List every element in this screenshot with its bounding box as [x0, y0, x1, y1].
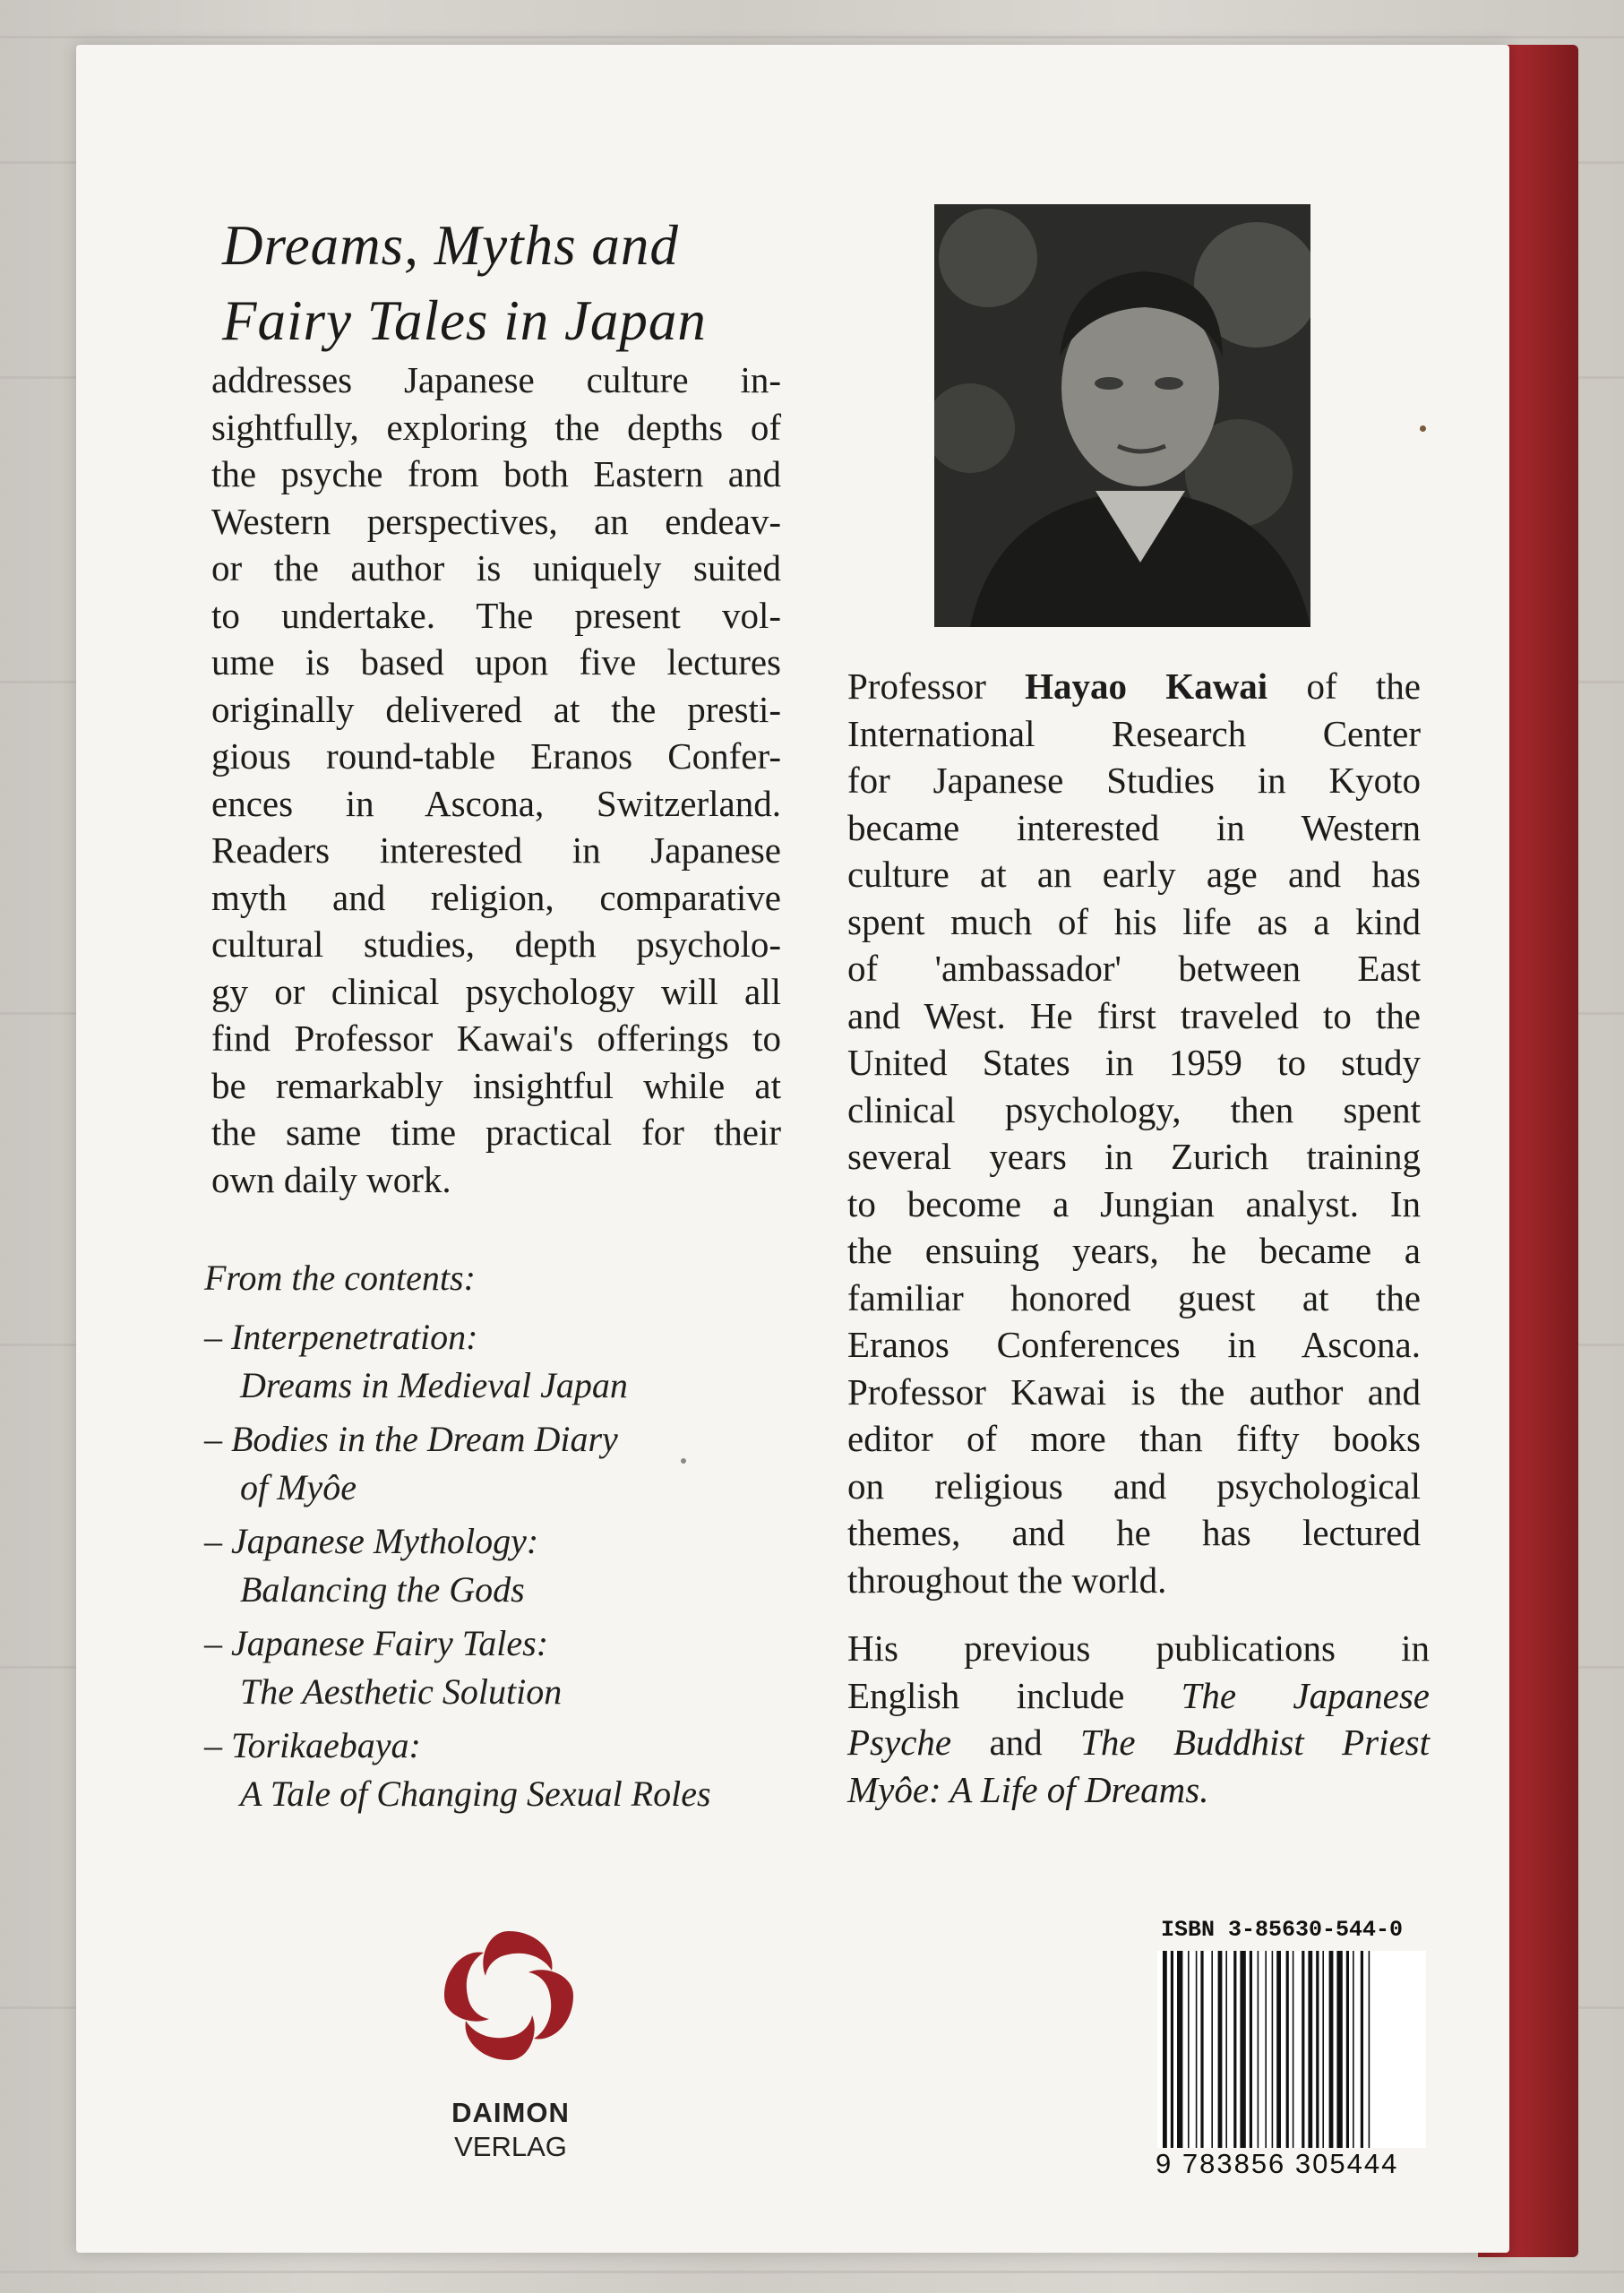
contents-item: [204, 1619, 795, 1716]
barcode-bar: [1302, 1951, 1304, 2148]
description-line: or the author is uniquely suited: [211, 547, 781, 588]
bio-line: on religious and psychological: [847, 1464, 1421, 1507]
contents-item: [204, 1313, 795, 1410]
title-line-1: Dreams, Myths and: [222, 214, 679, 277]
book-title-part: The Japanese: [1181, 1674, 1430, 1716]
barcode-bar: [1272, 1951, 1274, 2148]
publications-line: His previous publications in: [847, 1627, 1430, 1669]
bio-line: familiar honored guest at the: [847, 1276, 1421, 1318]
description-line: the psyche from both Eastern and: [211, 453, 781, 494]
description-line: sightfully, exploring the depths of: [211, 406, 781, 448]
barcode-bar: [1240, 1951, 1245, 2148]
barcode-bar: [1250, 1951, 1252, 2148]
description-line: to undertake. The present vol-: [211, 594, 781, 636]
book-title-part: The Buddhist Priest: [1080, 1722, 1431, 1763]
description-line: Readers interested in Japanese: [211, 829, 781, 871]
barcode-bar: [1225, 1951, 1227, 2148]
bio-line: Professor Kawai is the author and: [847, 1370, 1421, 1413]
barcode-digits: 9 783856 305444: [1156, 2148, 1442, 2180]
barcode-bar: [1293, 1951, 1294, 2148]
author-name: Hayao Kawai: [1025, 666, 1268, 707]
bio-line: for Japanese Studies in Kyoto: [847, 760, 1421, 801]
barcode-bar: [1196, 1951, 1198, 2148]
bio-line: International Research Center: [847, 712, 1421, 754]
description-line: ences in Ascona, Switzerland.: [211, 782, 781, 824]
barcode-bar: [1286, 1951, 1289, 2148]
publisher-name: [430, 2096, 591, 2164]
contents-item-subtitle: of Myôe: [240, 1467, 357, 1507]
contents-item-title: – Torikaebaya:: [204, 1725, 421, 1765]
contents-list: [204, 1254, 795, 1824]
barcode-bar: [1233, 1951, 1236, 2148]
publications-line: [847, 1672, 1430, 1720]
publisher-name-line-2: VERLAG: [454, 2131, 567, 2162]
barcode-bar: [1308, 1951, 1312, 2148]
author-portrait-illustration: [934, 204, 1310, 627]
publisher-name-line-1: DAIMON: [451, 2097, 570, 2128]
author-photo: [934, 204, 1310, 627]
contents-item-title: – Interpenetration:: [204, 1317, 478, 1357]
bio-suffix: of the: [1267, 666, 1421, 707]
description-line: own daily work.: [211, 1158, 451, 1200]
barcode-bar: [1218, 1951, 1223, 2148]
bio-line: Eranos Conferences in Ascona.: [847, 1324, 1421, 1365]
description-line: find Professor Kawai's offerings to: [211, 1018, 781, 1059]
book-title-part: Myôe: A Life of Dreams.: [847, 1768, 1209, 1810]
bio-line: to become a Jungian analyst. In: [847, 1182, 1421, 1224]
book-title-part: Psyche: [847, 1722, 952, 1763]
barcode-bar: [1265, 1951, 1267, 2148]
contents-item-subtitle: Dreams in Medieval Japan: [240, 1365, 628, 1405]
bio-line: throughout the world.: [847, 1559, 1167, 1601]
publications-line: [847, 1719, 1430, 1766]
barcode: [1157, 1951, 1426, 2179]
barcode-bar: [1163, 1951, 1167, 2148]
barcode-bar: [1369, 1951, 1371, 2148]
bio-line: became interested in Western: [847, 806, 1421, 848]
barcode-bar: [1276, 1951, 1281, 2148]
isbn-label: ISBN 3-85630-544-0: [1161, 1917, 1404, 1943]
description-line: ume is based upon five lectures: [211, 641, 781, 683]
barcode-bars: [1157, 1951, 1426, 2152]
book-title: [222, 208, 795, 358]
bio-line: clinical psychology, then spent: [847, 1088, 1421, 1130]
barcode-bar: [1171, 1951, 1173, 2148]
contents-item-title: – Japanese Mythology:: [204, 1521, 539, 1561]
publications-line: [847, 1766, 1430, 1814]
bio-line: United States in 1959 to study: [847, 1042, 1421, 1083]
description-line: be remarkably insightful while at: [211, 1064, 781, 1106]
description-line: addresses Japanese culture in-: [211, 359, 781, 400]
barcode-bar: [1346, 1951, 1349, 2148]
cover-speck: [681, 1458, 686, 1464]
barcode-bar: [1200, 1951, 1203, 2148]
barcode-bar: [1188, 1951, 1190, 2148]
contents-item: [204, 1415, 795, 1512]
contents-item: [204, 1517, 795, 1614]
barcode-bar: [1336, 1951, 1342, 2148]
contents-item: [204, 1722, 795, 1818]
bio-prefix: Professor: [847, 666, 1026, 707]
title-line-2: Fairy Tales in Japan: [222, 289, 707, 352]
contents-item-subtitle: Balancing the Gods: [240, 1569, 525, 1610]
bio-line: themes, and he has lectured: [847, 1512, 1421, 1553]
barcode-bar: [1211, 1951, 1213, 2148]
barcode-bar: [1258, 1951, 1259, 2148]
contents-item-title: – Bodies in the Dream Diary: [204, 1419, 618, 1459]
contents-item-subtitle: The Aesthetic Solution: [240, 1671, 563, 1712]
daimon-logo: [437, 1924, 580, 2067]
bio-line: editor of more than fifty books: [847, 1418, 1421, 1459]
bio-first-line: [847, 663, 1421, 710]
bio-line: and West. He first traveled to the: [847, 994, 1421, 1036]
barcode-bar: [1329, 1951, 1334, 2148]
contents-heading: From the contents:: [204, 1258, 476, 1298]
barcode-bar: [1177, 1951, 1182, 2148]
description-line: gious round-table Eranos Confer-: [211, 735, 781, 777]
description-line: Western perspectives, an endeav-: [211, 500, 781, 542]
cover-speck: [1420, 425, 1426, 432]
barcode-bar: [1361, 1951, 1363, 2148]
description-line: cultural studies, depth psycholo-: [211, 923, 781, 965]
description-line: the same time practical for their: [211, 1112, 781, 1153]
description-line: originally delivered at the presti-: [211, 688, 781, 730]
publisher-logo-icon: [437, 1924, 580, 2067]
contents-item-title: – Japanese Fairy Tales:: [204, 1623, 549, 1663]
description-paragraph: [211, 356, 781, 1203]
contents-item-subtitle: A Tale of Changing Sexual Roles: [240, 1773, 711, 1814]
bio-line: several years in Zurich training: [847, 1136, 1421, 1177]
publications-prefix: English include: [847, 1674, 1181, 1716]
description-line: gy or clinical psychology will all: [211, 970, 781, 1012]
bio-line: culture at an early age and has: [847, 854, 1421, 895]
bio-line: of 'ambassador' between East: [847, 948, 1421, 989]
description-line: myth and religion, comparative: [211, 876, 781, 918]
previous-publications: [847, 1625, 1430, 1813]
author-bio: [847, 663, 1421, 1603]
barcode-bar: [1316, 1951, 1319, 2148]
bio-line: the ensuing years, he became a: [847, 1230, 1421, 1271]
barcode-bar: [1322, 1951, 1324, 2148]
bio-line: spent much of his life as a kind: [847, 900, 1421, 942]
barcode-bar: [1353, 1951, 1354, 2148]
publications-and: and: [951, 1722, 1081, 1763]
